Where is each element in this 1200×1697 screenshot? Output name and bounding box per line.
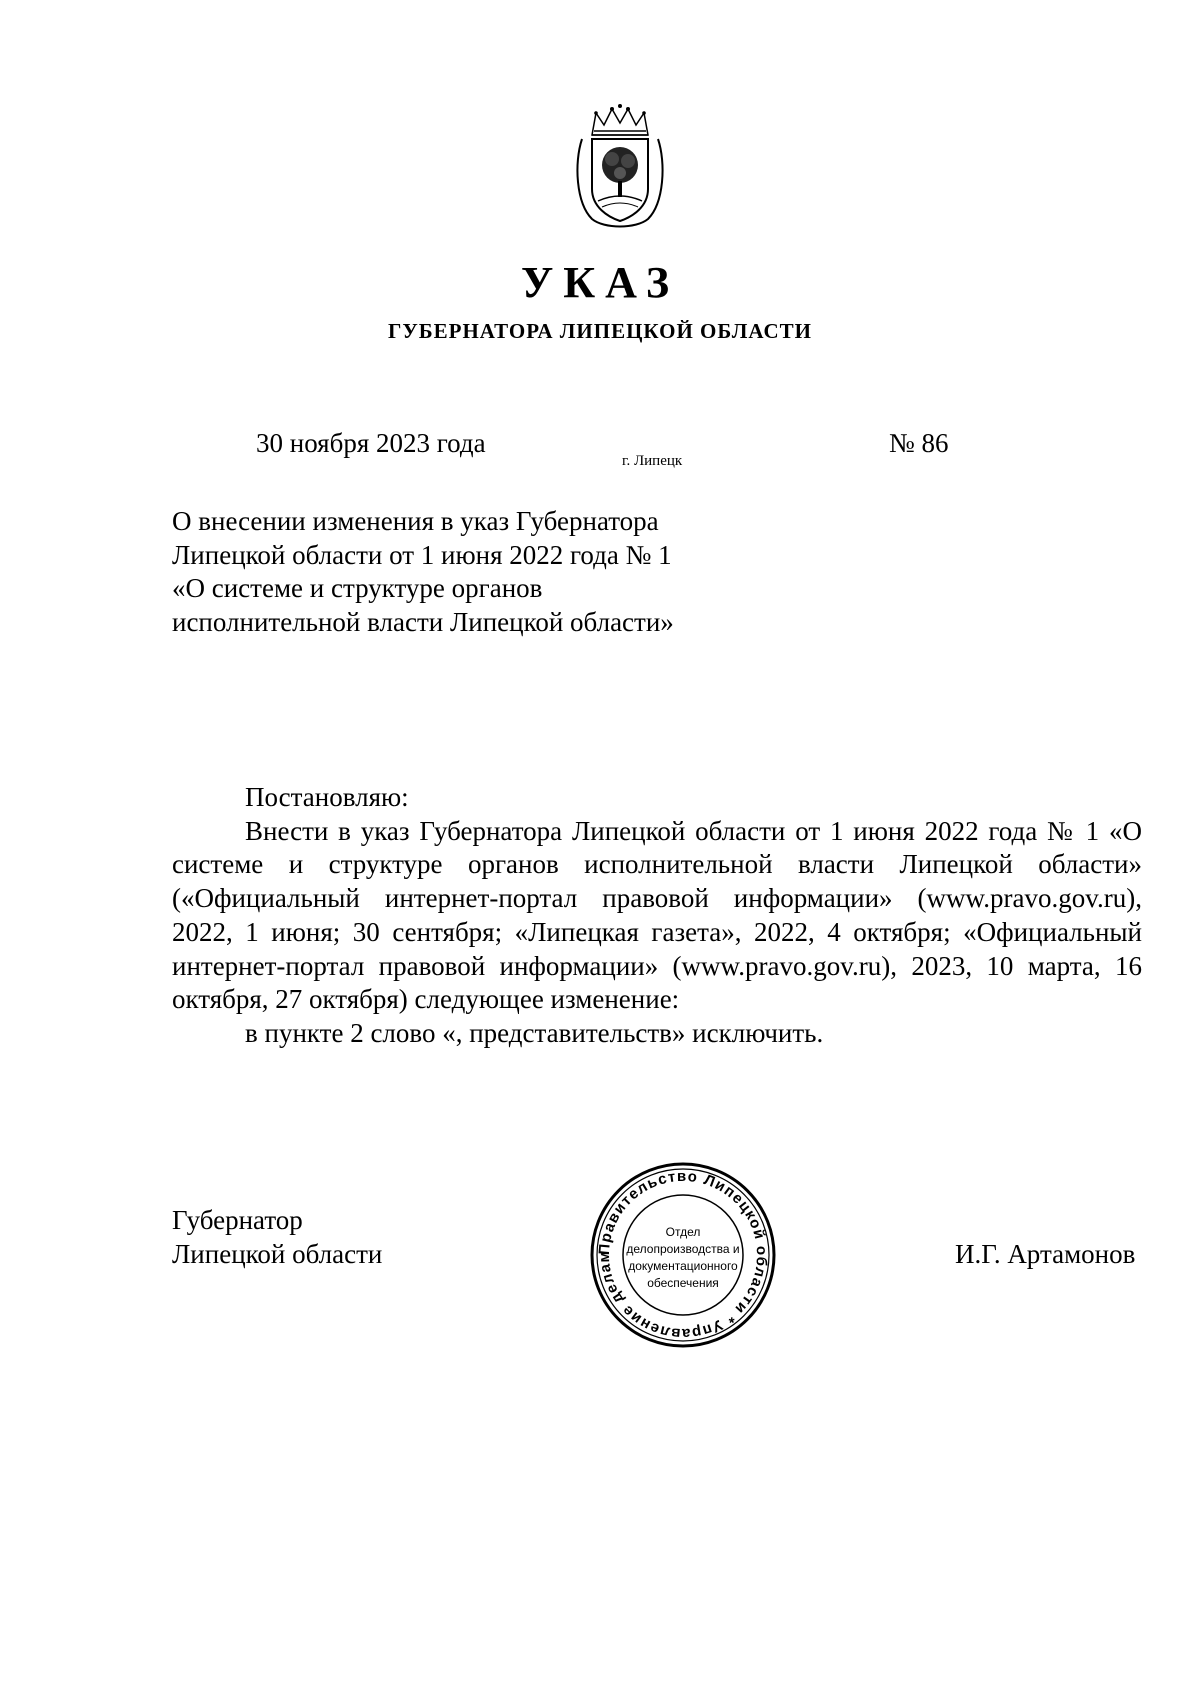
stamp-inner-line: обеспечения (647, 1276, 719, 1290)
document-subject (172, 505, 732, 639)
coat-of-arms-emblem (570, 103, 670, 233)
signature-position (172, 1203, 382, 1271)
stamp-inner-line: делопроизводства и (626, 1242, 740, 1256)
body-line: системе и структуре органов исполнительной власти Липецкой области» (172, 849, 1142, 880)
subject-line: исполнительной власти Липецкой области» (172, 606, 674, 637)
document-city: г. Липецк (622, 453, 683, 469)
body-item: в пункте 2 слово «, представительств» исключить. (245, 1017, 824, 1048)
stamp-outer-text: Правительство Липецкой области * Управление делам (595, 1167, 771, 1343)
resolve-clause: Постановляю: (245, 782, 409, 812)
document-number: № 86 (889, 428, 949, 458)
body-line: октября, 27 октября) следующее изменение: (172, 984, 680, 1015)
document-body (172, 781, 1142, 1051)
position-line: Губернатор (172, 1205, 303, 1235)
body-line: («Официальный интернет-портал правовой информации» (www.pravo.gov.ru), (172, 883, 1142, 914)
stamp-inner-line: Отдел (665, 1225, 701, 1239)
subject-line: Липецкой области от 1 июня 2022 года № 1 (172, 539, 672, 570)
subject-line: О внесении изменения в указ Губернатора (172, 506, 659, 536)
body-line: Внести в указ Губернатора Липецкой области от 1 июня 2022 года № 1 «О (245, 815, 1142, 846)
position-line: Липецкой области (172, 1239, 383, 1269)
document-title: УКАЗ (520, 258, 680, 307)
subject-line: «О системе и структуре органов (172, 573, 543, 603)
body-line: 2022, 1 июня; 30 сентября; «Липецкая газета», 2022, 4 октября; «Официальный (172, 916, 1142, 947)
body-line: интернет-портал правовой информации» (www.pravo.gov.ru), 2023, 10 марта, 16 (172, 950, 1142, 981)
document-subtitle: ГУБЕРНАТОРА ЛИПЕЦКОЙ ОБЛАСТИ (387, 319, 813, 343)
stamp-inner-line: документационного (628, 1259, 738, 1273)
document-date: 30 ноября 2023 года (256, 428, 486, 458)
official-stamp (588, 1160, 778, 1350)
signer-name: И.Г. Артамонов (955, 1239, 1136, 1269)
